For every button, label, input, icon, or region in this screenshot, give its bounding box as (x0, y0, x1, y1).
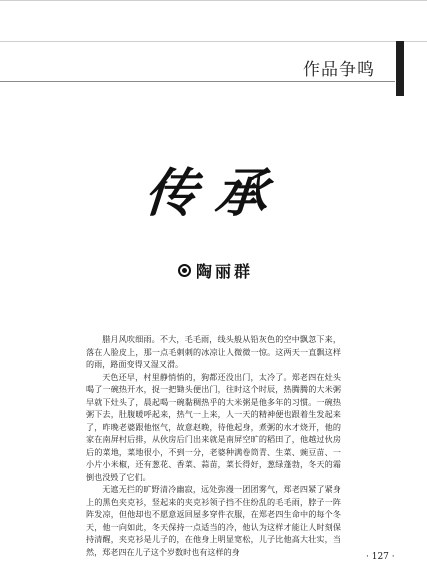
page-number: · 127 · (366, 552, 395, 562)
author-name: 陶丽群 (196, 261, 254, 281)
header-accent-bar (396, 41, 404, 96)
bullseye-icon (178, 264, 191, 277)
header-rule-bottom (0, 81, 395, 82)
paragraph: 无遮无拦的旷野清冷幽寂，远处弥漫一团团雾气，郑老四紧了紧身上的黑色夹克衫，竖起来的夹克衫领子挡不住纷乱的毛毛雨，脖子一阵阵发凉，但他却也不愿意返回屋多穿件衣服，在郑老四生命中的每个冬天，他一向如此，冬天保持一点适当的冷，他认为这样才能让人时刻保持清醒，夹克衫是儿子的，在他身上明显宽松，儿子比他高大壮实，当然，郑老四在儿子这个岁数时也有这样的身 (86, 484, 341, 557)
article-body (86, 333, 341, 558)
paragraph: 腊月风吹细雨。不大，毛毛雨，线头般从铅灰色的空中飘忽下来，落在人脸皮上，那一点毛刺刺的冰凉让人微微一惊。这两天一直飘这样的雨，路面变得又湿又滑。 (86, 334, 341, 369)
header-rule-top (0, 0, 427, 1)
page-header (0, 0, 427, 100)
paragraph: 天色还早，村里静悄悄的，狗都还没出门，太冷了。郑老四在灶头喝了一碗热开水，捉一把锄头便出门，往时这个时辰，热腾腾的大米粥早就下灶头了，晨起喝一碗黏稠热乎的大米粥是他多年的习惯。一碗热粥下去，肚腹暖呼起来，热气一上来，人一天的精神便也跟着生发起来了，昨晚老婆跟他怄气，故意赵晚，待他起身，煮粥的水才烧开，他的家在南屏村后排，从伙房后门出来就是南屏空旷的稻田了，他越过伙房后的菜地，菜地很小，不到一分，老婆种满卷筒青、生菜、豌豆苗、一小片小米椒，还有葱花、香菜、蒜苗，菜长得好，葱绿蓬勃，冬天的霜倒也没毁了它们。 (86, 371, 341, 482)
header-rule-middle (0, 41, 427, 42)
author-byline (178, 259, 253, 281)
article-title: 传承 (142, 163, 288, 224)
section-label: 作品争鸣 (303, 60, 375, 80)
